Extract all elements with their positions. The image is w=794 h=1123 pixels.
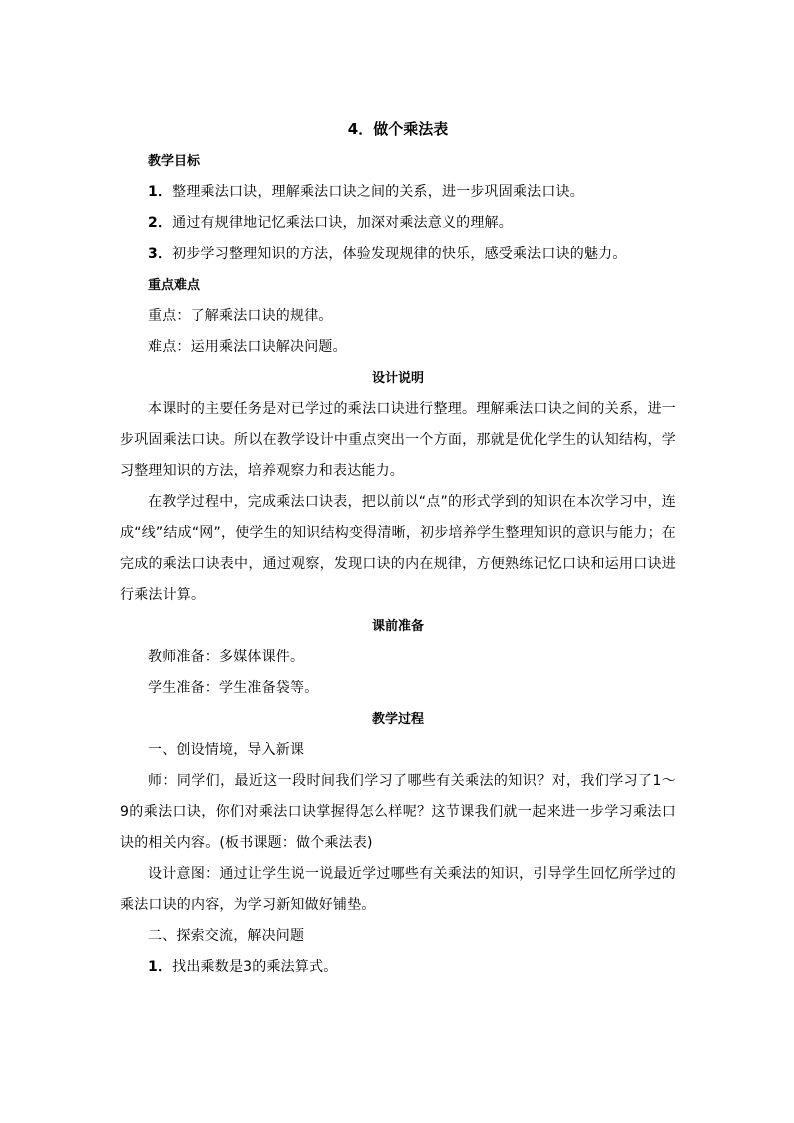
goal-item-1	[120, 177, 676, 208]
sub-step-1-num: 1．	[148, 959, 173, 975]
goal-num-2: 2．	[148, 215, 173, 231]
prep-heading: 课前准备	[371, 619, 424, 634]
process-heading: 教学过程	[371, 712, 424, 727]
process-step-1: 一、创设情境，导入新课	[148, 742, 305, 758]
sub-step-1	[120, 952, 676, 983]
goals-heading: 教学目标	[148, 154, 201, 169]
process-step-2: 二、探索交流，解决问题	[148, 928, 305, 944]
goal-num-1: 1．	[148, 184, 173, 200]
design-paragraph-2: 在教学过程中，完成乘法口诀表，把以前以“点”的形式学到的知识在本次学习中，连成“线”结成“网”，使学生的知识结构变得清晰，初步培养学生整理知识的意识与能力；在完成的乘法口诀表中，通过观察，发现口诀的内在规律，方便熟练记忆口诀和运用口诀进行乘法计算。	[120, 494, 676, 603]
design-paragraph-1: 本课时的主要任务是对已学过的乘法口诀进行整理。理解乘法口诀之间的关系，进一步巩固乘法口诀。所以在教学设计中重点突出一个方面，那就是优化学生的认知结构，学习整理知识的方法，培养观察力和表达能力。	[120, 401, 676, 479]
goal-num-3: 3．	[148, 246, 173, 262]
document-content	[120, 112, 676, 983]
teacher-prep: 教师准备：多媒体课件。	[148, 649, 305, 665]
goal-text-2: 通过有规律地记忆乘法口诀，加深对乘法意义的理解。	[172, 215, 513, 231]
goal-item-2	[120, 208, 676, 239]
student-prep: 学生准备：学生准备袋等。	[148, 680, 319, 696]
goal-item-3	[120, 239, 676, 270]
keypoints-heading: 重点难点	[148, 278, 201, 293]
design-heading: 设计说明	[371, 371, 424, 386]
difficult-point: 难点：运用乘法口诀解决问题。	[148, 339, 347, 355]
goal-text-3: 初步学习整理知识的方法，体验发现规律的快乐，感受乘法口诀的魅力。	[172, 246, 627, 262]
sub-step-1-text: 找出乘数是3的乘法算式。	[172, 959, 338, 975]
design-intent: 设计意图：通过让学生说一说最近学过哪些有关乘法的知识，引导学生回忆所学过的乘法口诀的内容，为学习新知做好铺垫。	[120, 866, 676, 913]
goal-text-1: 整理乘法口诀，理解乘法口诀之间的关系，进一步巩固乘法口诀。	[172, 184, 584, 200]
page-title: 4．做个乘法表	[347, 120, 449, 138]
key-point: 重点：了解乘法口诀的规律。	[148, 308, 333, 324]
teacher-talk: 师：同学们，最近这一段时间我们学习了哪些有关乘法的知识？对，我们学习了1～9的乘法口诀，你们对乘法口诀掌握得怎么样呢？这节课我们就一起来进一步学习乘法口诀的相关内容。(板书课题：做个乘法表)	[120, 773, 676, 851]
